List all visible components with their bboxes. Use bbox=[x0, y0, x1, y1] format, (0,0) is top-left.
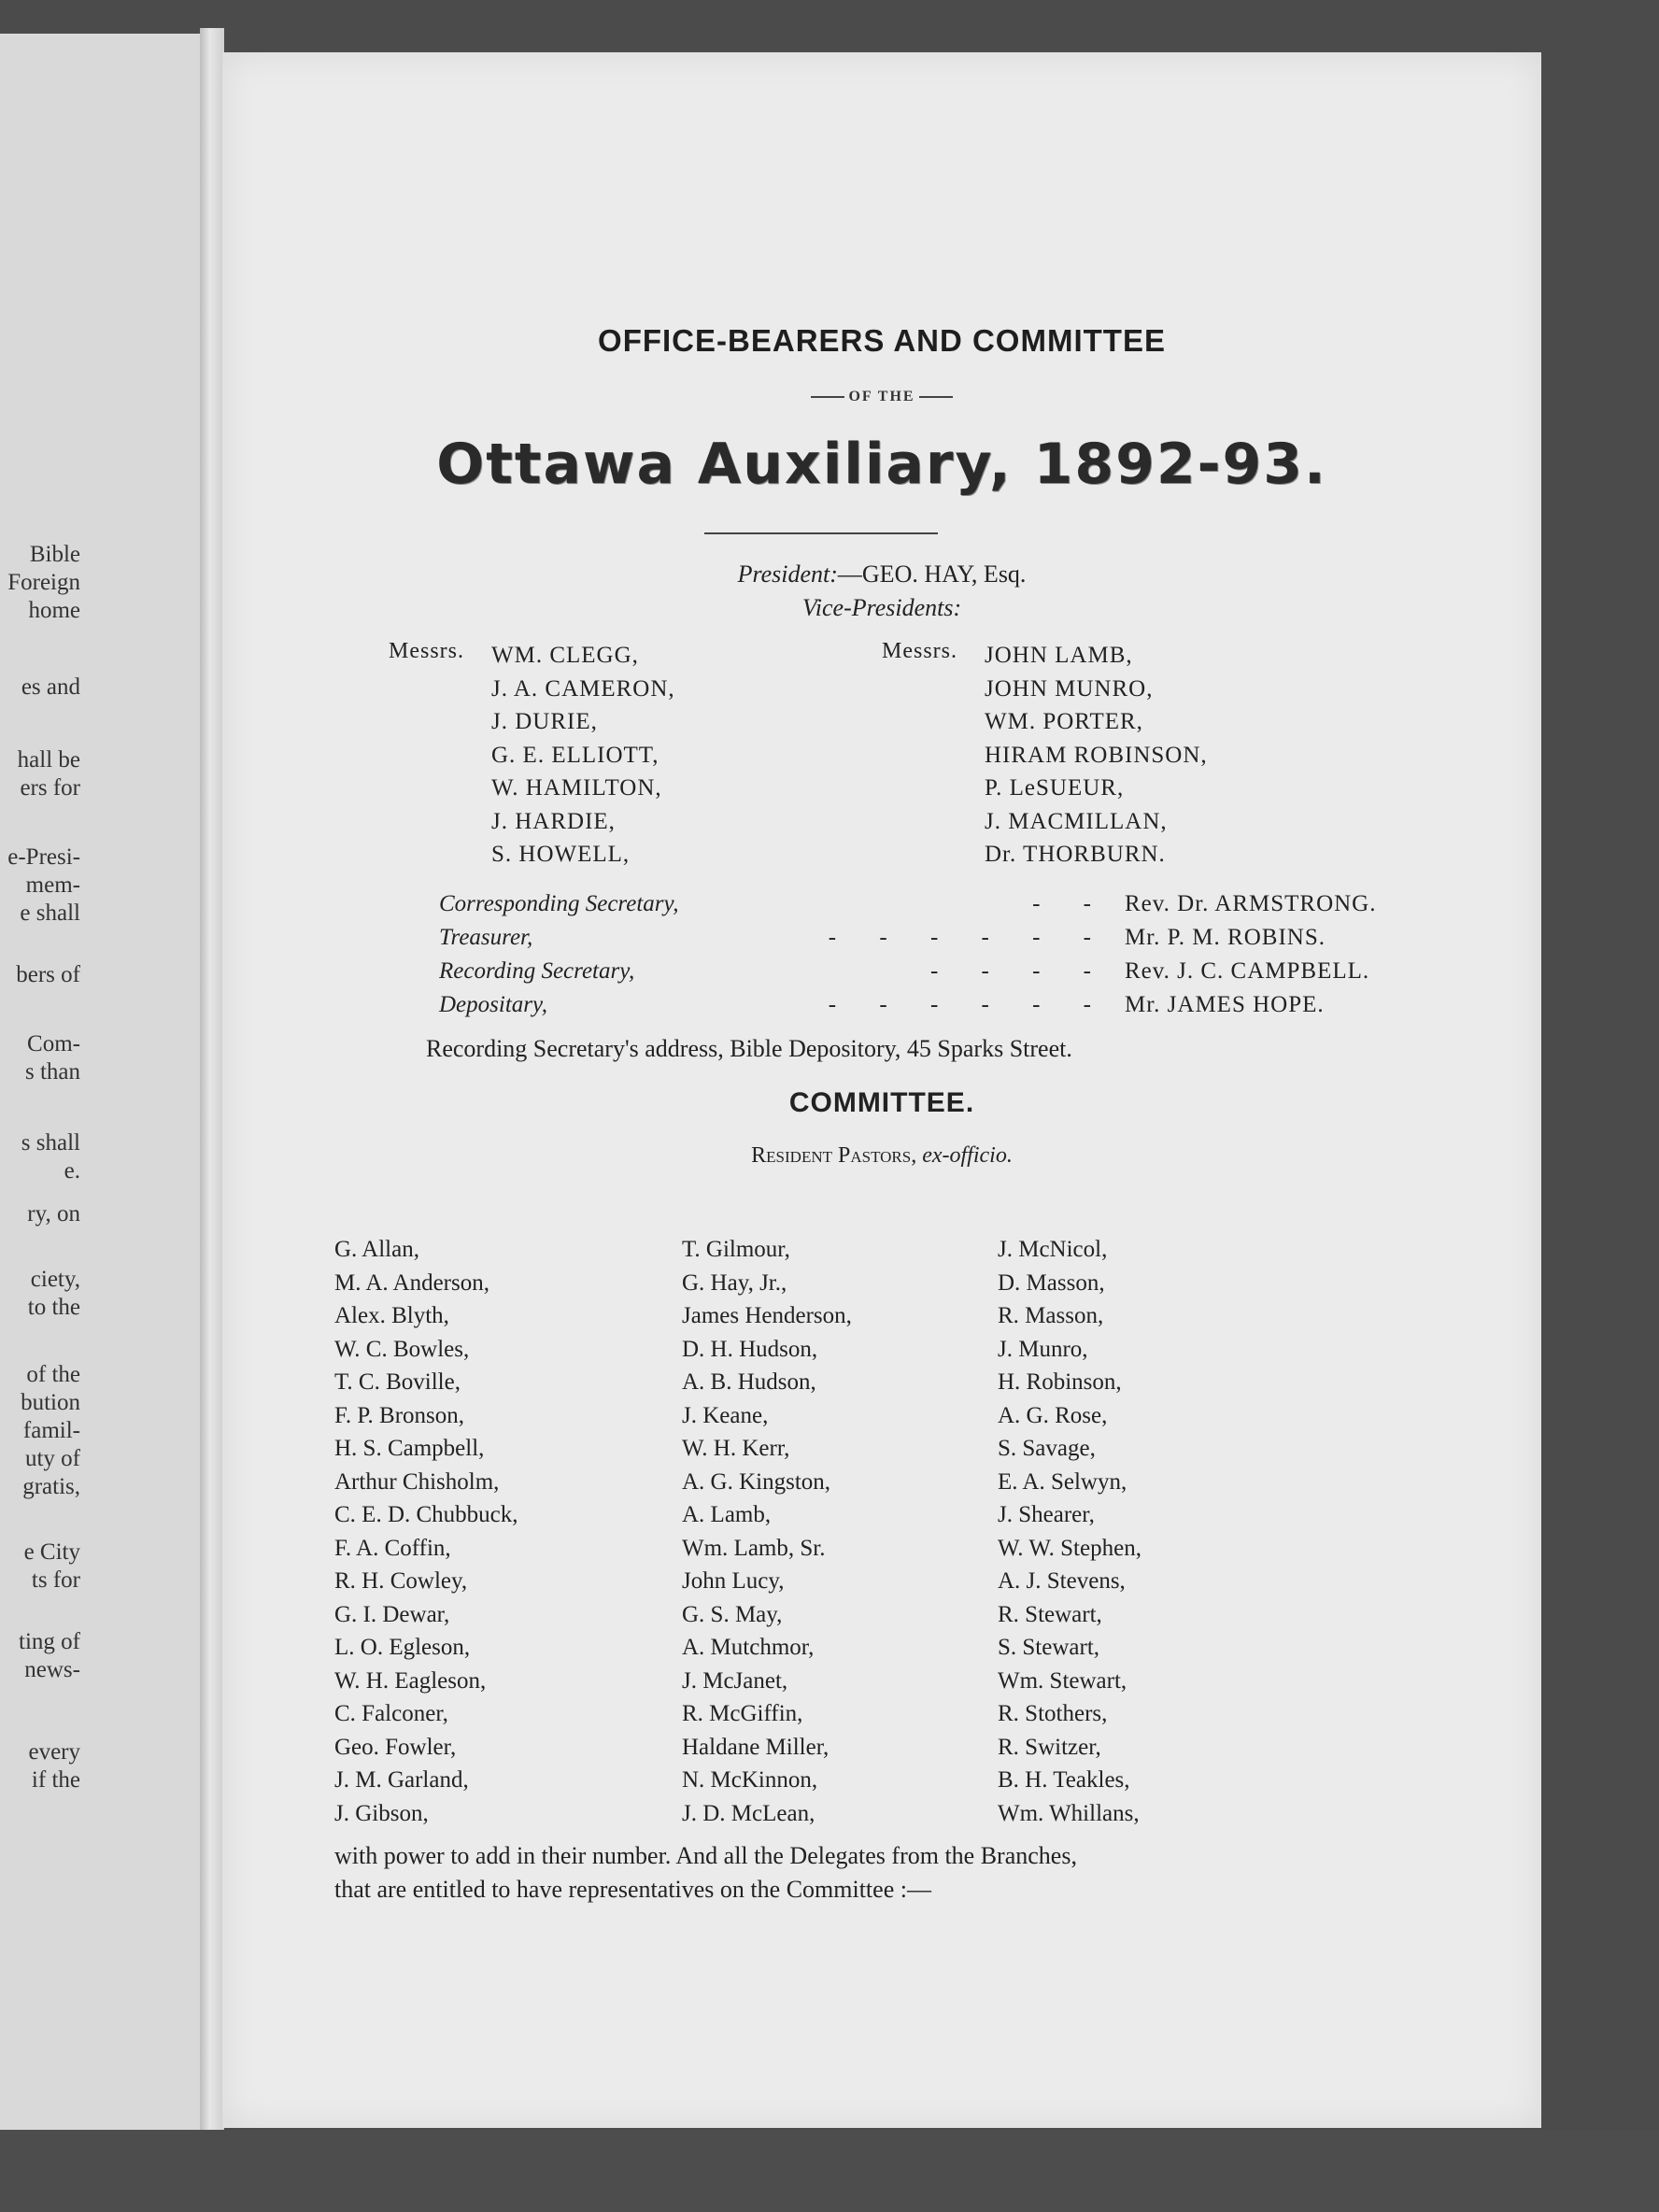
officer-name: Mr. JAMES HOPE. bbox=[1125, 992, 1325, 1017]
vice-president-name: WM. CLEGG, bbox=[491, 643, 639, 668]
facing-page-text: if the bbox=[31, 1767, 80, 1793]
page-title: Ottawa Auxiliary, 1892-93. bbox=[436, 432, 1327, 497]
vice-president-name: P. LeSUEUR, bbox=[985, 775, 1125, 801]
vice-president-name: HIRAM ROBINSON, bbox=[985, 742, 1208, 768]
facing-page-text: ry, on bbox=[27, 1201, 80, 1227]
resident-pastors-line bbox=[222, 1143, 1541, 1169]
committee-member: C. Falconer, bbox=[334, 1701, 448, 1726]
vice-presidents-right-list bbox=[985, 639, 1208, 872]
committee-member: G. I. Dewar, bbox=[334, 1601, 450, 1627]
committee-member: R. McGiffin, bbox=[682, 1701, 803, 1726]
vice-presidents-label: Vice-Presidents: bbox=[801, 594, 962, 621]
officer-leader-dots: - - - - - - bbox=[828, 992, 1110, 1017]
vice-presidents-left-list bbox=[491, 639, 675, 872]
committee-member: R. Masson, bbox=[998, 1303, 1104, 1328]
committee-member: H. Robinson, bbox=[998, 1369, 1122, 1395]
officer-leader-dots: - - - - bbox=[929, 958, 1110, 984]
facing-page-text: bution bbox=[21, 1390, 80, 1415]
committee-member: C. E. D. Chubbuck, bbox=[334, 1502, 518, 1527]
vice-president-name: J. MACMILLAN, bbox=[985, 808, 1168, 834]
facing-page-text: ciety, bbox=[30, 1267, 80, 1292]
vice-president-name: JOHN MUNRO, bbox=[985, 675, 1154, 702]
officer-role: Recording Secretary, bbox=[439, 958, 635, 984]
vice-president-name: J. A. CAMERON, bbox=[491, 675, 675, 702]
committee-member: J. Gibson, bbox=[334, 1800, 429, 1826]
closing-line-1: with power to add in their number. And all the Delegates from the Branches, bbox=[334, 1842, 1077, 1869]
facing-page-text: every bbox=[28, 1739, 80, 1765]
committee-member: J. D. McLean, bbox=[682, 1800, 815, 1826]
facing-page-text: es and bbox=[21, 674, 80, 700]
committee-member: J. Munro, bbox=[998, 1336, 1088, 1362]
committee-heading: COMMITTEE. bbox=[788, 1087, 975, 1118]
officers-list bbox=[439, 891, 1377, 1026]
committee-member: G. Allan, bbox=[334, 1237, 419, 1262]
committee-member: D. H. Hudson, bbox=[682, 1336, 818, 1362]
address-note: Recording Secretary's address, Bible Depository, 45 Sparks Street. bbox=[426, 1035, 1072, 1062]
committee-member: S. Stewart, bbox=[998, 1635, 1100, 1660]
facing-page-text: hall be bbox=[17, 747, 80, 773]
committee-member: Alex. Blyth, bbox=[334, 1303, 449, 1328]
officer-row bbox=[439, 958, 1373, 992]
committee-member: D. Masson, bbox=[998, 1269, 1105, 1296]
facing-page-text: mem- bbox=[25, 872, 80, 898]
officer-leader-dots: - - - - - - bbox=[828, 925, 1110, 950]
committee-member: Wm. Lamb, Sr. bbox=[682, 1535, 826, 1561]
committee-member: G. Hay, Jr., bbox=[682, 1269, 787, 1296]
officer-row bbox=[439, 891, 1377, 925]
committee-member: W. W. Stephen, bbox=[998, 1535, 1141, 1561]
committee-member: Arthur Chisholm, bbox=[334, 1468, 500, 1495]
officer-role: Depositary, bbox=[439, 992, 547, 1017]
committee-member: Geo. Fowler, bbox=[334, 1734, 457, 1760]
vice-president-name: J. HARDIE, bbox=[491, 808, 616, 834]
facing-page-text: s than bbox=[24, 1059, 80, 1085]
officer-row bbox=[439, 992, 1373, 1026]
messrs-right: Messrs. bbox=[882, 639, 958, 663]
committee-member: J. M. Garland, bbox=[334, 1767, 469, 1793]
of-the-line bbox=[222, 389, 1541, 405]
committee-member: J. McNicol, bbox=[998, 1237, 1108, 1262]
facing-page-text: ting of bbox=[19, 1629, 80, 1654]
committee-member: J. Shearer, bbox=[998, 1502, 1095, 1527]
committee-member: R. Switzer, bbox=[998, 1734, 1101, 1760]
scan-bottom-edge bbox=[0, 2130, 1659, 2212]
facing-page-text: uty of bbox=[24, 1446, 80, 1471]
president-line bbox=[222, 560, 1541, 588]
committee-member: R. Stothers, bbox=[998, 1701, 1108, 1726]
committee-member: John Lucy, bbox=[682, 1568, 785, 1594]
committee-member: James Henderson, bbox=[682, 1303, 852, 1328]
committee-member: B. H. Teakles, bbox=[998, 1767, 1130, 1793]
committee-member: W. C. Bowles, bbox=[334, 1336, 470, 1362]
ex-officio-label: ex-officio. bbox=[922, 1143, 1013, 1168]
committee-member: L. O. Egleson, bbox=[334, 1635, 471, 1660]
messrs-left: Messrs. bbox=[389, 639, 465, 663]
committee-member: T. C. Boville, bbox=[334, 1369, 461, 1395]
facing-page-text: e shall bbox=[20, 900, 80, 926]
of-the-label: OF THE bbox=[807, 389, 956, 404]
page-heading: OFFICE-BEARERS AND COMMITTEE bbox=[598, 323, 1166, 358]
committee-member: N. McKinnon, bbox=[682, 1767, 818, 1793]
vice-president-name: W. HAMILTON, bbox=[491, 775, 662, 801]
officer-leader-dots: - - bbox=[1032, 891, 1110, 916]
committee-member: F. A. Coffin, bbox=[334, 1535, 451, 1561]
officer-name: Rev. J. C. CAMPBELL. bbox=[1125, 958, 1370, 984]
facing-page-text: bers of bbox=[16, 962, 80, 987]
facing-page-text: ers for bbox=[20, 775, 80, 801]
book-spine bbox=[200, 28, 224, 2139]
committee-member: R. H. Cowley, bbox=[334, 1568, 468, 1594]
facing-page-text: Com- bbox=[27, 1031, 80, 1056]
officer-row bbox=[439, 925, 1373, 958]
facing-page-text: Bible bbox=[29, 542, 80, 567]
committee-member: W. H. Kerr, bbox=[682, 1436, 790, 1461]
facing-page-text: s shall bbox=[21, 1130, 80, 1156]
president-label: President: bbox=[737, 560, 838, 588]
facing-page-text: e. bbox=[64, 1158, 80, 1184]
committee-member: A. Lamb, bbox=[682, 1502, 772, 1527]
committee-member: H. S. Campbell, bbox=[334, 1436, 485, 1461]
committee-member: M. A. Anderson, bbox=[334, 1269, 489, 1296]
facing-page-text: of the bbox=[26, 1362, 80, 1387]
closing-line-2: that are entitled to have representatives on the Committee :— bbox=[334, 1876, 931, 1903]
facing-page-text: Foreign bbox=[7, 570, 80, 595]
facing-page-text: e City bbox=[23, 1539, 80, 1565]
committee-member: R. Stewart, bbox=[998, 1601, 1102, 1627]
committee-member: J. Keane, bbox=[682, 1402, 769, 1428]
committee-column-3 bbox=[998, 1233, 1141, 1830]
facing-page-text: gratis, bbox=[22, 1474, 80, 1499]
committee-member: Haldane Miller, bbox=[682, 1734, 830, 1760]
committee-member: S. Savage, bbox=[998, 1436, 1096, 1461]
committee-member: Wm. Stewart, bbox=[998, 1667, 1127, 1694]
committee-member: G. S. May, bbox=[682, 1601, 783, 1627]
committee-column-2 bbox=[682, 1233, 852, 1830]
committee-member: A. Mutchmor, bbox=[682, 1635, 815, 1660]
document-page bbox=[222, 52, 1541, 2128]
committee-member: A. G. Kingston, bbox=[682, 1468, 831, 1495]
officer-role: Treasurer, bbox=[439, 925, 533, 950]
vice-president-name: Dr. THORBURN. bbox=[985, 842, 1166, 867]
committee-member: A. G. Rose, bbox=[998, 1402, 1108, 1428]
committee-member: A. B. Hudson, bbox=[682, 1369, 816, 1395]
facing-page-text: home bbox=[28, 598, 80, 623]
committee-member: F. P. Bronson, bbox=[334, 1402, 465, 1428]
facing-page-text: ts for bbox=[31, 1567, 80, 1593]
resident-pastors-label: Resident Pastors, bbox=[751, 1143, 917, 1168]
committee-member: J. McJanet, bbox=[682, 1667, 788, 1694]
facing-page-text: famil- bbox=[22, 1418, 80, 1443]
president-name: —GEO. HAY, Esq. bbox=[837, 560, 1027, 588]
facing-page-text: e-Presi- bbox=[7, 844, 80, 870]
officer-role: Corresponding Secretary, bbox=[439, 891, 679, 916]
committee-member: T. Gilmour, bbox=[682, 1237, 790, 1262]
vice-president-name: WM. PORTER, bbox=[985, 709, 1143, 734]
vice-president-name: G. E. ELLIOTT, bbox=[491, 742, 659, 768]
facing-page-text: to the bbox=[27, 1295, 80, 1320]
committee-member: Wm. Whillans, bbox=[998, 1800, 1140, 1826]
committee-member: W. H. Eagleson, bbox=[334, 1667, 487, 1694]
facing-page-text: news- bbox=[24, 1657, 80, 1682]
officer-name: Mr. P. M. ROBINS. bbox=[1125, 925, 1326, 950]
vice-president-name: S. HOWELL, bbox=[491, 842, 631, 867]
vice-president-name: J. DURIE, bbox=[491, 709, 598, 734]
vice-president-name: JOHN LAMB, bbox=[985, 643, 1133, 668]
facing-page-fragment bbox=[0, 34, 211, 2135]
committee-column-1 bbox=[334, 1233, 518, 1830]
committee-member: E. A. Selwyn, bbox=[998, 1468, 1127, 1495]
committee-member: A. J. Stevens, bbox=[998, 1568, 1126, 1594]
officer-name: Rev. Dr. ARMSTRONG. bbox=[1125, 891, 1377, 916]
title-rule bbox=[704, 532, 938, 534]
